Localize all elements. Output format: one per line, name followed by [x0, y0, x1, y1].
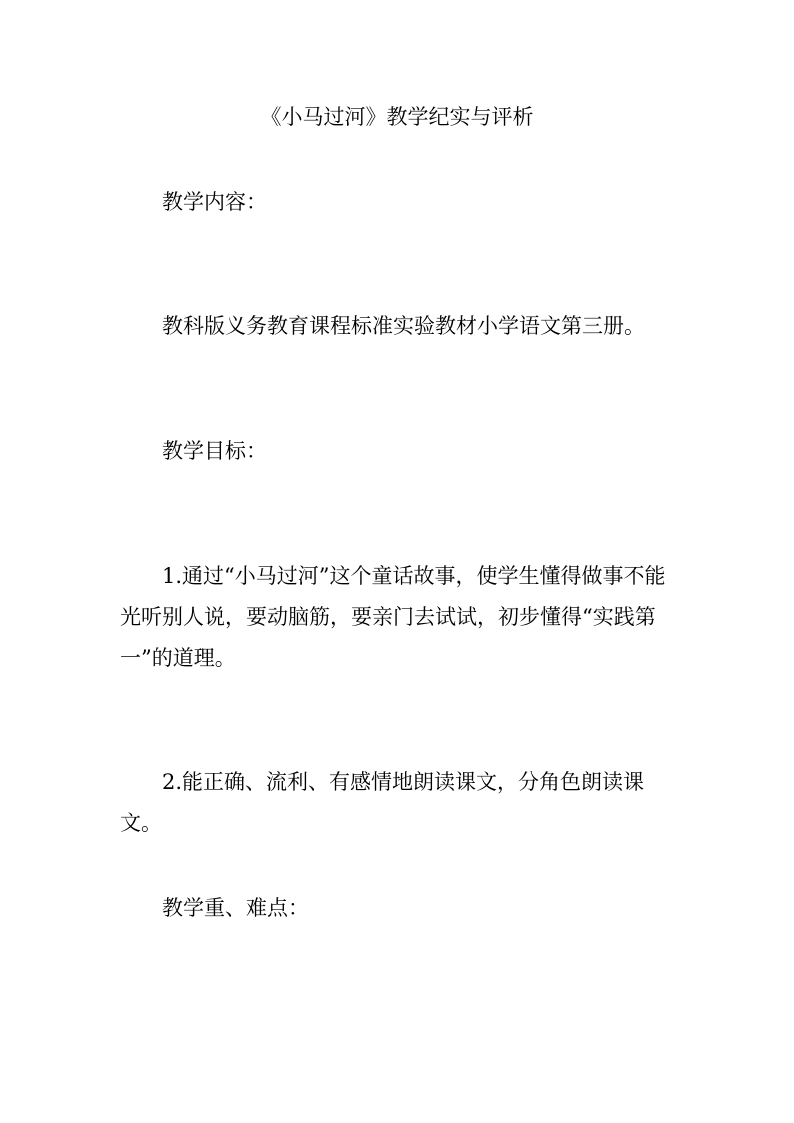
section-heading-teaching-content: 教学内容：	[162, 190, 267, 214]
teaching-goal-1-paragraph: 1.通过“小马过河”这个童话故事，使学生懂得做事不能光听别人说，要动脑筋，要亲门去试试，初步懂得“实践第一”的道理。	[120, 564, 666, 670]
document-title: 《小马过河》教学纪实与评析	[260, 105, 534, 129]
section-heading-teaching-goals: 教学目标：	[162, 439, 267, 463]
teaching-goal-2-paragraph: 2.能正确、流利、有感情地朗读课文，分角色朗读课文。	[120, 770, 645, 835]
teaching-content-paragraph: 教科版义务教育课程标准实验教材小学语文第三册。	[162, 314, 645, 338]
section-heading-key-difficult-points: 教学重、难点：	[162, 896, 309, 920]
